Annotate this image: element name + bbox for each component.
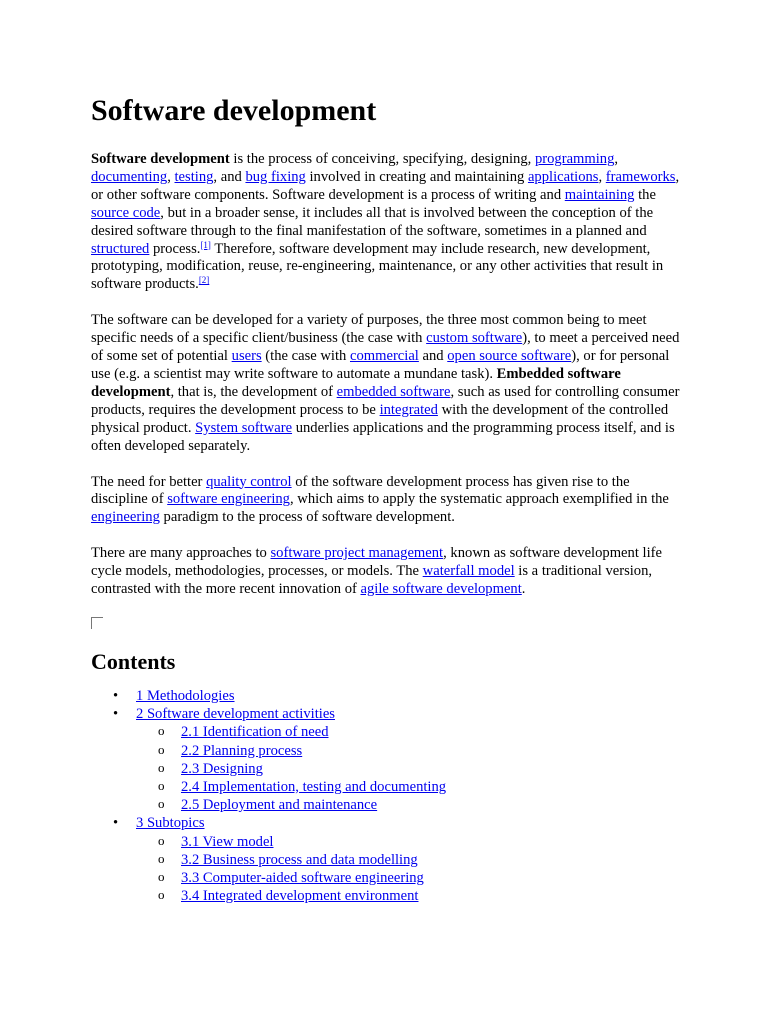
toc-item — [91, 687, 681, 705]
toc-link-planning-process[interactable]: 2.2 Planning process — [181, 742, 303, 759]
toc-subitem — [136, 887, 681, 905]
reference-2[interactable]: [2] — [198, 275, 210, 286]
text: process. — [149, 240, 201, 257]
link-system-software[interactable]: System software — [195, 419, 293, 436]
text: and — [418, 348, 448, 365]
toc-subitem — [136, 833, 681, 851]
circle-bullet-icon: o — [158, 777, 165, 793]
link-waterfall-model[interactable]: waterfall model — [422, 563, 515, 580]
link-agile-software-development[interactable]: agile software development — [360, 581, 522, 598]
reference-1[interactable]: [1] — [200, 239, 211, 250]
text: The need for better — [91, 473, 207, 490]
text: , and — [213, 168, 246, 185]
toc-subitem — [136, 723, 681, 741]
link-quality-control[interactable]: quality control — [206, 473, 292, 490]
circle-bullet-icon: o — [158, 759, 165, 775]
toc-link-activities[interactable]: 2 Software development activities — [136, 706, 335, 723]
link-frameworks[interactable]: frameworks — [605, 168, 676, 185]
text: . — [521, 581, 526, 598]
link-software-project-management[interactable]: software project management — [270, 545, 444, 562]
link-documenting[interactable]: documenting — [91, 168, 168, 185]
link-users[interactable]: users — [231, 348, 262, 365]
link-applications[interactable]: applications — [527, 168, 599, 185]
circle-bullet-icon: o — [158, 723, 165, 739]
text: , but in a broader sense, it includes all that is involved between the conception of the desired software through to the final manifestation of the software, sometimes in a planned and — [91, 204, 654, 239]
quality-paragraph — [91, 474, 681, 528]
toc-link-business-process[interactable]: 3.2 Business process and data modelling — [181, 851, 418, 868]
link-testing[interactable]: testing — [174, 168, 214, 185]
text: underlies applications and the programming process itself, and is often developed separately. — [91, 419, 675, 454]
circle-bullet-icon: o — [158, 796, 165, 812]
text: , — [598, 168, 606, 185]
toc-link-subtopics[interactable]: 3 Subtopics — [136, 815, 205, 832]
link-embedded-software[interactable]: embedded software — [336, 383, 451, 400]
toc-subitem — [136, 796, 681, 814]
text: , that is, the development of — [170, 383, 337, 400]
link-commercial[interactable]: commercial — [349, 348, 419, 365]
toc-link-ide[interactable]: 3.4 Integrated development environment — [181, 888, 419, 905]
text: , which aims to apply the systematic approach exemplified in the — [289, 491, 669, 508]
text: of the software development process has given rise to the discipline of — [91, 473, 630, 508]
text: with the development of the controlled physical product. — [91, 401, 669, 436]
link-engineering[interactable]: engineering — [91, 509, 160, 526]
text: ), to meet a perceived need of some set of potential — [91, 330, 680, 365]
intro-paragraph — [91, 151, 681, 294]
text: is the process of conceiving, specifying, designing, — [229, 151, 535, 167]
circle-bullet-icon: o — [158, 887, 165, 903]
circle-bullet-icon: o — [158, 741, 165, 757]
toc-sublist — [136, 833, 681, 906]
link-software-engineering[interactable]: software engineering — [167, 491, 290, 508]
circle-bullet-icon: o — [158, 832, 165, 848]
toc-link-designing[interactable]: 2.3 Designing — [181, 760, 263, 777]
text: paradigm to the process of software development. — [159, 509, 455, 526]
toc-link-view-model[interactable]: 3.1 View model — [181, 833, 274, 850]
text: Therefore, software development may include research, new development, prototyping, modification, reuse, re-engineering, maintenance, or any other activities that result in software products. — [91, 240, 664, 293]
toc-subitem — [136, 869, 681, 887]
text: the — [634, 186, 656, 203]
circle-bullet-icon: o — [158, 850, 165, 866]
toc-subitem — [136, 778, 681, 796]
text: involved in creating and maintaining — [305, 168, 528, 185]
text: , — [167, 168, 175, 185]
toc-link-methodologies[interactable]: 1 Methodologies — [136, 687, 235, 704]
toc-sublist — [136, 723, 681, 814]
bold-term: Software development — [91, 151, 230, 167]
toc-link-case[interactable]: 3.3 Computer-aided software engineering — [181, 869, 424, 886]
text: There are many approaches to — [91, 545, 271, 562]
toc-subitem — [136, 760, 681, 778]
page-title: Software development — [91, 94, 377, 127]
bold-term: Embedded software development — [91, 365, 621, 400]
toc-subitem — [136, 742, 681, 760]
article — [91, 92, 681, 905]
toc-item — [91, 814, 681, 905]
purposes-paragraph — [91, 312, 681, 455]
approaches-paragraph — [91, 545, 681, 599]
text: , — [614, 151, 619, 167]
link-bug-fixing[interactable]: bug fixing — [245, 168, 306, 185]
link-custom-software[interactable]: custom software — [426, 330, 523, 347]
toc-link-identification-of-need[interactable]: 2.1 Identification of need — [181, 724, 329, 741]
text: ), or for personal use (e.g. a scientist may write software to automate a mundane task). — [91, 348, 670, 382]
toc-subitem — [136, 851, 681, 869]
toc-link-implementation[interactable]: 2.4 Implementation, testing and documenting — [181, 778, 447, 795]
bullet-icon: • — [113, 687, 119, 704]
toc-link-deployment[interactable]: 2.5 Deployment and maintenance — [181, 797, 378, 814]
link-structured[interactable]: structured — [91, 240, 150, 257]
table-of-contents — [91, 687, 681, 905]
link-source-code[interactable]: source code — [91, 204, 161, 221]
contents-heading: Contents — [91, 648, 176, 674]
text: The software can be developed for a variety of purposes, the three most common being to meet specific needs of a specific client/business (the case with — [91, 312, 647, 347]
text: , known as software development life cycle models, methodologies, processes, or models. The — [91, 545, 662, 580]
text: is a traditional version, contrasted with the more recent innovation of — [91, 563, 653, 598]
text: , such as used for controlling consumer products, requires the development process to be — [91, 383, 680, 418]
broken-image-icon — [91, 617, 103, 629]
bullet-icon: • — [113, 815, 119, 832]
link-maintaining[interactable]: maintaining — [564, 186, 635, 203]
text: (the case with — [261, 348, 350, 365]
text: , or other software components. Software development is a process of writing and — [91, 168, 680, 203]
toc-item — [91, 705, 681, 814]
bullet-icon: • — [113, 706, 119, 723]
link-programming[interactable]: programming — [534, 151, 615, 167]
link-open-source-software[interactable]: open source software — [447, 348, 572, 365]
link-integrated[interactable]: integrated — [379, 401, 438, 418]
circle-bullet-icon: o — [158, 868, 165, 884]
